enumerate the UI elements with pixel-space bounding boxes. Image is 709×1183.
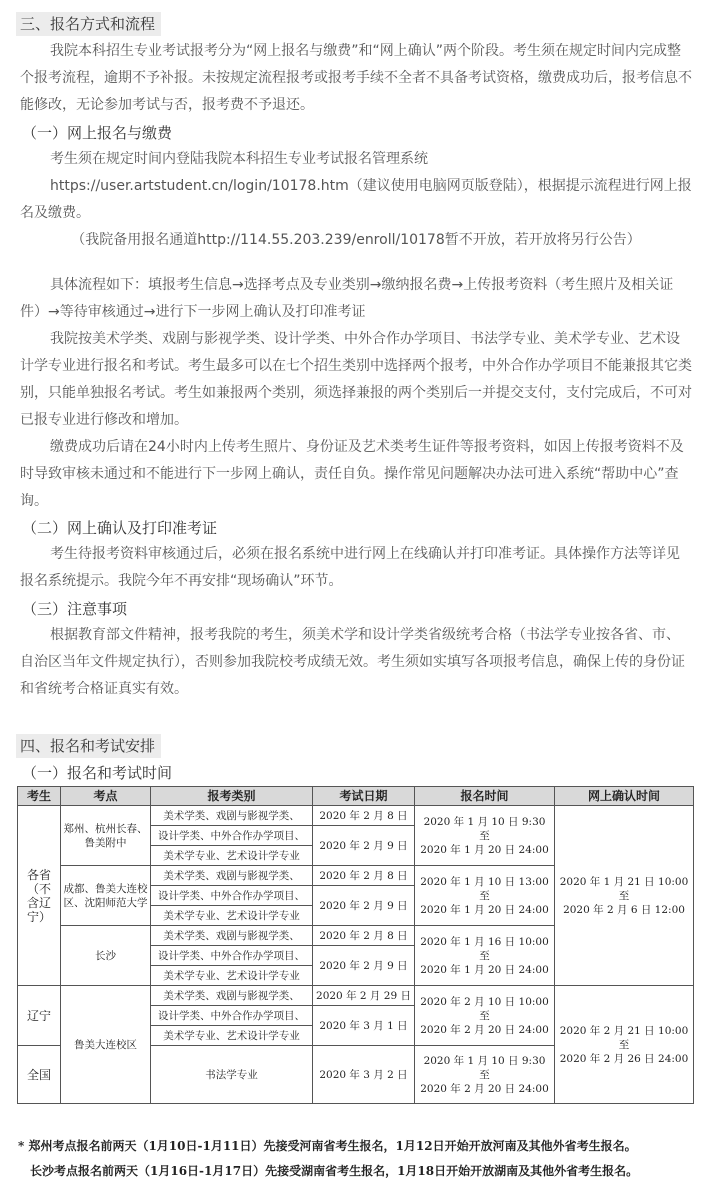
- section-4-title: 四、报名和考试安排: [16, 734, 161, 758]
- reg-to: 至: [479, 1009, 490, 1022]
- category-cell: 设计学类、中外合作办学项目、: [151, 826, 313, 846]
- site-cell: 成都、鲁美大连校区、沈阳师范大学: [61, 866, 151, 926]
- reg-to: 至: [479, 1068, 490, 1081]
- category-cell: 书法学专业: [151, 1046, 313, 1104]
- confirm-time-cell: [555, 986, 694, 1104]
- section-3-intro: 我院本科招生专业考试报考分为“网上报名与缴费”和“网上确认”两个阶段。考生须在规定时间内完成整个报考流程，逾期不予补报。未按规定流程报考或报考手续不全者不具备考试资格，缴费成功后，报考信息不能修改，无论参加考试与否，报考费不予退还。: [20, 43, 692, 113]
- sub1-paragraph-2: https://user.artstudent.cn/login/10178.htm（建议使用电脑网页版登陆），根据提示流程进行网上报名及缴费。: [20, 178, 692, 221]
- reg-end: 2020 年 1 月 20 日 24:00: [420, 843, 549, 856]
- category-cell: 美术学专业、艺术设计学专业: [151, 1026, 313, 1046]
- exam-date-cell: 2020 年 2 月 8 日: [313, 866, 415, 886]
- category-cell: 美术学类、戏剧与影视学类、: [151, 926, 313, 946]
- reg-to: 至: [479, 949, 490, 962]
- exam-date-cell: 2020 年 2 月 8 日: [313, 806, 415, 826]
- exam-date-cell: 2020 年 2 月 8 日: [313, 926, 415, 946]
- header-cell: 考点: [61, 787, 151, 806]
- footnote-zhengzhou: * 郑州考点报名前两天（1月10日-1月11日）先接受河南省考生报名，1月12日开始开放河南及其他外省考生报名。: [18, 1139, 637, 1153]
- table-row: [18, 986, 694, 1006]
- registration-time-cell: [415, 926, 555, 986]
- confirm-end: 2020 年 2 月 26 日 24:00: [559, 1052, 689, 1065]
- subsection-3-title: （三）注意事项: [22, 600, 128, 618]
- reg-end: 2020 年 1 月 20 日 24:00: [420, 903, 549, 916]
- reg-end: 2020 年 1 月 20 日 24:00: [420, 963, 549, 976]
- reg-end: 2020 年 2 月 20 日 24:00: [420, 1023, 549, 1036]
- confirm-time-cell: [555, 806, 694, 986]
- reg-end: 2020 年 2 月 20 日 24:00: [420, 1082, 549, 1095]
- exam-date-cell: 2020 年 3 月 2 日: [313, 1046, 415, 1104]
- header-cell: 考试日期: [313, 787, 415, 806]
- region-cell: 各省（不含辽宁）: [18, 806, 61, 986]
- site-cell: 郑州、杭州长春、鲁美附中: [61, 806, 151, 866]
- reg-start: 2020 年 1 月 16 日 10:00: [420, 935, 549, 948]
- reg-start: 2020 年 2 月 10 日 10:00: [420, 995, 549, 1008]
- table-header-row: [18, 787, 694, 806]
- sub1-paragraph-3: （我院备用报名通道http://114.55.203.239/enroll/10178暂不开放，若开放将另行公告）: [71, 232, 641, 248]
- sub3-paragraph-1: 根据教育部文件精神，报考我院的考生，须美术学和设计学类省级统考合格（书法学专业按各省、市、自治区当年文件规定执行），否则参加我院校考成绩无效。考生须如实填写各项报考信息，确保上传的身份证和省统考合格证真实有效。: [20, 627, 685, 697]
- sub1-paragraph-1: 考生须在规定时间内登陆我院本科招生专业考试报名管理系统: [50, 151, 428, 167]
- confirm-to: 至: [618, 889, 630, 902]
- sub1-paragraph-4: 具体流程如下：填报考生信息→选择考点及专业类别→缴纳报名费→上传报考资料（考生照片及相关证件）→等待审核通过→进行下一步网上确认及打印准考证: [20, 277, 674, 320]
- subsection-2-title: （二）网上确认及打印准考证: [22, 519, 218, 537]
- category-cell: 美术学专业、艺术设计学专业: [151, 906, 313, 926]
- reg-start: 2020 年 1 月 10 日 9:30: [423, 1054, 546, 1067]
- header-cell: 报名时间: [415, 787, 555, 806]
- registration-time-cell: [415, 806, 555, 866]
- confirm-to: 至: [618, 1038, 630, 1051]
- sub1-paragraph-6: 缴费成功后请在24小时内上传考生照片、身份证及艺术类考生证件等报考资料，如因上传报考资料不及时导致审核未通过和不能进行下一步网上确认，责任自负。操作常见问题解决办法可进入系统“帮助中心”查询。: [20, 439, 684, 509]
- registration-time-cell: [415, 866, 555, 926]
- confirm-start: 2020 年 1 月 21 日 10:00: [559, 875, 689, 888]
- region-cell: 全国: [18, 1046, 61, 1104]
- confirm-end: 2020 年 2 月 6 日 12:00: [563, 903, 685, 916]
- category-cell: 设计学类、中外合作办学项目、: [151, 886, 313, 906]
- sub2-paragraph-1: 考生待报考资料审核通过后，必须在报名系统中进行网上在线确认并打印准考证。具体操作方法等详见报名系统提示。我院今年不再安排“现场确认”环节。: [20, 546, 680, 589]
- reg-to: 至: [479, 829, 490, 842]
- category-cell: 美术学专业、艺术设计学专业: [151, 846, 313, 866]
- category-cell: 设计学类、中外合作办学项目、: [151, 946, 313, 966]
- exam-date-cell: 2020 年 2 月 9 日: [313, 826, 415, 866]
- registration-time-cell: [415, 1046, 555, 1104]
- header-cell: 报考类别: [151, 787, 313, 806]
- section-4-sub1-title: （一）报名和考试时间: [22, 764, 173, 782]
- category-cell: 美术学类、戏剧与影视学类、: [151, 986, 313, 1006]
- exam-date-cell: 2020 年 2 月 9 日: [313, 886, 415, 926]
- subsection-1-title: （一）网上报名与缴费: [22, 124, 173, 142]
- category-cell: 美术学专业、艺术设计学专业: [151, 966, 313, 986]
- category-cell: 美术学类、戏剧与影视学类、: [151, 866, 313, 886]
- site-cell: 鲁美大连校区: [61, 986, 151, 1104]
- exam-date-cell: 2020 年 2 月 29 日: [313, 986, 415, 1006]
- header-cell: 网上确认时间: [555, 787, 694, 806]
- section-3-title: 三、报名方式和流程: [16, 12, 161, 36]
- exam-date-cell: 2020 年 3 月 1 日: [313, 1006, 415, 1046]
- confirm-start: 2020 年 2 月 21 日 10:00: [559, 1024, 689, 1037]
- category-cell: 美术学类、戏剧与影视学类、: [151, 806, 313, 826]
- sub1-paragraph-5: 我院按美术学类、戏剧与影视学类、设计学类、中外合作办学项目、书法学专业、美术学专业、艺术设计学专业进行报名和考试。考生最多可以在七个招生类别中选择两个报考，中外合作办学项目不能兼报其它类别，只能单独报名考试。考生如兼报两个类别，须选择兼报的两个类别后一并提交支付，支付完成后，不可对已报专业进行修改和增加。: [20, 331, 692, 428]
- reg-start: 2020 年 1 月 10 日 13:00: [420, 875, 549, 888]
- site-cell: 长沙: [61, 926, 151, 986]
- category-cell: 设计学类、中外合作办学项目、: [151, 1006, 313, 1026]
- table-row: [18, 806, 694, 826]
- reg-to: 至: [479, 889, 490, 902]
- region-cell: 辽宁: [18, 986, 61, 1046]
- footnote-changsha: 长沙考点报名前两天（1月16日-1月17日）先接受湖南省考生报名，1月18日开始开放湖南及其他外省考生报名。: [30, 1164, 639, 1178]
- schedule-table: [17, 786, 694, 1104]
- registration-time-cell: [415, 986, 555, 1046]
- reg-start: 2020 年 1 月 10 日 9:30: [423, 815, 546, 828]
- exam-date-cell: 2020 年 2 月 9 日: [313, 946, 415, 986]
- header-cell: 考生: [18, 787, 61, 806]
